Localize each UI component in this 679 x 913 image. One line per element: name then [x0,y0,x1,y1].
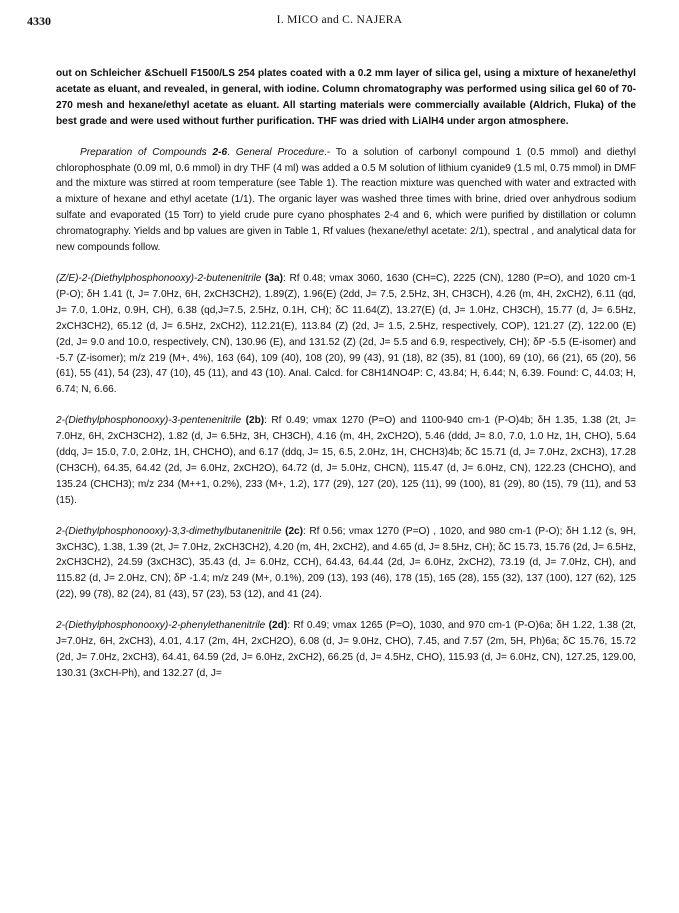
compound-data: : Rf 0.56; νmax 1270 (P=O) , 1020, and 980 cm-1 (P-O); δH 1.12 (s, 9H, 3xCH3C), 1.38, 1.39 (2t, J= 7.0Hz, 2xCH3CH2), 4.20 (m, 4H, 2xCH2), and 4.65 (d, J= 8.5Hz, CH); δC 15.73, 15.76 (2d, J= 6.5Hz, 2xCH3CH2), 24.59 (3xCH3C), 35.43 (d, J= 6.0Hz, CCH), 64.43, 64.44 (2d, J= 6.0Hz, 2xCH2), 73.19 (d, J= 7.0Hz, CH), and 115.82 (d, J= 2.0Hz, CN); δP -1.4; m/z 249 (M+, 0.1%), 209 (13), 193 (46), 178 (15), 165 (28), 155 (32), 137 (100), 127 (62), 125 (22), 99 (78), 82 (24), 81 (43), 57 (23), 53 (12), and 41 (24). [56,525,636,601]
compound-entry [56,618,636,682]
running-head: I. MICO and C. NAJERA [276,14,403,26]
procedure-paragraph: Preparation of Compounds 2-6. General Procedure.- To a solution of carbonyl compound 1 (0.5 mmol) and diethyl chlorophosphate (0.09 ml, 0.6 mmol) in dry THF (4 ml) was added a 0.5 M solution of lithium cyanide9 (1.5 ml, 0.75 mmol) in DMF and the mixture was stirred at room temperature (see Table 1). The reaction mixture was quenched with water and extracted with a mixture of hexane and ethyl acetate (1/1). The organic layer was washed three times with brine, dried over anhydrous sodium sulfate and evaporated (15 Torr) to yield crude pure cyano phosphates 2-4 and 6, which were purified by distillation or column chromatography. Yields and bp values are given in Table 1, Rf values (hexane/ethyl acetate: 2/1), spectral , and analytical data for new compounds follow. [56,146,636,254]
compound-data: : Rf 0.49; νmax 1270 (P=O) and 1100-940 cm-1 (P-O)4b; δH 1.35, 1.38 (2t, J= 7.0Hz, 6H, 2xCH3CH2), 1.82 (d, J= 6.5Hz, 3H, CH3CH), 4.16 (m, 4H, 2xCH2O), 5.46 (ddd, J= 8.0, 7.0, 1.0 Hz, 1H, CHO), 5.64 (ddq, J= 15.0, 7.0, 2.0Hz, 1H, CHCHO), and 6.17 (ddq, J= 15, 6.5, 2.0Hz, 1H, CHCH3)4b; δC 15.71 (d, J= 7.0Hz, 2xCH3), 17.28 (CH3CH), 64.35, 64.42 (2d, J= 6.0Hz, 2xCH2O), 64.72 (d, J= 5.0Hz, CHCN), 115.47 (d, J= 6.0Hz, CN), 122.23 (CHCHO), and 135.24 (CHCH3); m/z 234 (M++1, 0.2%), 233 (M+, 1.2), 177 (29), 127 (20), 125 (11), 99 (100), 81 (29), 80 (15), 79 (11), and 53 (15). [56,415,636,506]
compound-name: 2-(Diethylphosphonooxy)-3-pentenenitrile [56,415,242,427]
procedure-title: Preparation of Compounds [80,146,207,158]
compound-label: (3a) [265,272,283,284]
compound-data: : Rf 0.48; νmax 3060, 1630 (CH=C), 2225 (CN), 1280 (P=O), and 1020 cm-1 (P-O); δH 1.41 (t, J= 7.0Hz, 6H, 2xCH3CH2), 1.89(Z), 1.96(E) (2dd, J= 7.5, 2.5Hz, 3H, CH3CH), 4.26 (m, 4H, 2xCH2), 6.11 (qd, J= 7.0, 1.0Hz, 0.9H, CH), 6.38 (qd,J=7.5, 2.5Hz, 0.1H, CH); δC 11.64(Z), 13.27(E) (d, J= 1.0Hz, CH3CH), 15.77 (d, J= 6.5Hz, 2xCH3CH2), 65.12 (d, J= 6.5Hz, 2xCH2), 112.21(E), 113.84 (Z) (2d, J= 1.5, 2.5Hz, respectively, COP), 121.27 (Z), 122.00 (E) (2d, J= 9.0 and 10.0, respectively, CN), 130.96 (E), and 131.52 (Z) (2d, J= 5.5 and 6.9, respectively, CH); δP -5.5 (E-isomer) and -5.7 (Z-isomer); m/z 219 (M+, 4%), 163 (64), 109 (40), 108 (20), 99 (43), 91 (18), 82 (35), 81 (100), 69 (10), 66 (21), 65 (20), 56 (61), 55 (41), 54 (23), 47 (10), 45 (11), and 43 (10). Anal. Calcd. for C8H14NO4P: C, 43.84; H, 6.44; N, 6.39. Found: C, 44.03; H, 6.74; N, 6.66. [56,272,636,396]
compound-name: 2-(Diethylphosphonooxy)-2-phenylethanenitrile [56,620,266,632]
compound-entry [56,413,636,508]
compound-entry [56,271,636,398]
page-number: 4330 [27,14,51,28]
procedure-subtitle: General Procedure [235,146,325,158]
procedure-title-numbers: 2-6 [212,146,228,158]
compound-label: (2d) [268,620,288,632]
compound-label: (2c) [285,525,304,537]
procedure-text: .- To a solution of carbonyl compound 1 (0.5 mmol) and diethyl chlorophosphate (0.09 ml, 0.6 mmol) in dry THF (4 ml) was added a 0.5 M solution of lithium cyanide9 (1.5 ml, 0.75 mmol) in DMF and the mixture was stirred at room temperature (see Table 1). The reaction mixture was quenched with water and extracted with a mixture of hexane and ethyl acetate (1/1). The organic layer was washed three times with brine, dried over anhydrous sodium sulfate and evaporated (15 Torr) to yield crude pure cyano phosphates 2-4 and 6, which were purified by distillation or column chromatography. Yields and bp values are given in Table 1, Rf values (hexane/ethyl acetate: 2/1), spectral , and analytical data for new compounds follow. [56,146,636,254]
article-body [56,66,636,697]
compound-entry [56,524,636,604]
compound-label: (2b) [245,415,265,427]
compound-name: (Z/E)-2-(Diethylphosphonooxy)-2-butenenitrile [56,272,262,284]
intro-paragraph: out on Schleicher &Schuell F1500/LS 254 plates coated with a 0.2 mm layer of silica gel, using a mixture of hexane/ethyl acetate as eluant, and revealed, in general, with iodine. Column chromatography was performed using silica gel 60 of 70-270 mesh and hexane/ethyl acetate as eluant. All starting materials were commercially available (Aldrich, Fluka) of the best grade and were used without further purification. THF was dried with LiAlH4 under argon atmosphere. [56,68,636,127]
compound-data: : Rf 0.49; νmax 1265 (P=O), 1030, and 970 cm-1 (P-O)6a; δH 1.22, 1.38 (2t, J=7.0Hz, 6H, 2xCH3), 4.01, 4.17 (2m, 4H, 2xCH2O), 6.08 (d, J= 9.0Hz, CHO), 7.45, and 7.57 (2m, 5H, Ph)6a; δC 15.76, 15.72 (2d, J= 7.0Hz, 2xCH3), 64.41, 64.59 (2d, J= 6.0Hz, 2xCH2), 66.25 (d, J= 4.5Hz, CHO), 115.93 (d, J= 6.0Hz, CN), 127.25, 129.00, 130.31 (3xCH-Ph), and 132.27 (d, J= [56,620,636,679]
compound-name: 2-(Diethylphosphonooxy)-3,3-dimethylbutanenitrile [56,525,282,537]
page-header [0,14,679,36]
